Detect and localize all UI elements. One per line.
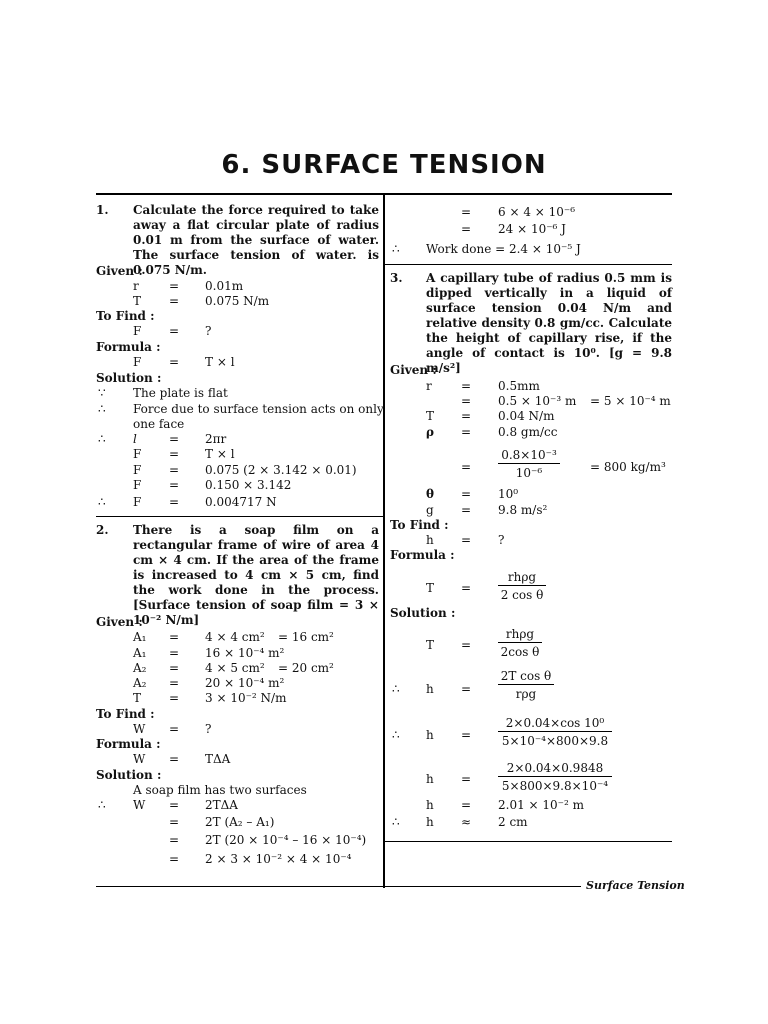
p1-step-val: T × l bbox=[205, 447, 235, 461]
p1-step-val: 2πr bbox=[205, 432, 227, 446]
p1-step-sym: F bbox=[133, 447, 142, 461]
p3-given-sym: r bbox=[426, 379, 432, 393]
p2-eq: = bbox=[169, 752, 180, 766]
p1-step-val: 0.004717 N bbox=[205, 495, 277, 509]
problem-2-number: 2. bbox=[96, 523, 109, 537]
p2-formula-sym: W bbox=[133, 752, 146, 766]
p2-eq: = bbox=[169, 798, 180, 812]
p3-eq: = bbox=[461, 682, 472, 696]
p1-eq: = bbox=[169, 447, 180, 461]
p2-step-val: 2T (20 × 10⁻⁴ – 16 × 10⁻⁴) bbox=[205, 833, 367, 847]
p2-given-val2: = 20 cm² bbox=[278, 661, 334, 675]
p2-cont-step: 24 × 10⁻⁶ J bbox=[498, 222, 566, 236]
approx-symbol: ≈ bbox=[461, 815, 472, 829]
p2-eq: = bbox=[169, 646, 180, 660]
p2-to-find-label: To Find : bbox=[96, 707, 155, 721]
p1-find-val: ? bbox=[205, 324, 212, 338]
p3-given-val: 0.04 N/m bbox=[498, 409, 555, 423]
p3-given-val: 0.8 gm/cc bbox=[498, 425, 558, 439]
footer-rule bbox=[96, 886, 581, 887]
p1-formula-label: Formula : bbox=[96, 340, 161, 354]
p3-rho-denominator: 10⁻⁶ bbox=[515, 466, 543, 480]
p3-eq: = bbox=[461, 425, 472, 439]
p3-eq: = bbox=[461, 798, 472, 812]
p1-formula-val: T × l bbox=[205, 355, 235, 369]
p3-formula-label: Formula : bbox=[390, 548, 455, 562]
p3-eq: = bbox=[461, 460, 472, 474]
p2-eq: = bbox=[169, 852, 180, 866]
problem-2-statement: There is a soap film on a rectangular frame of wire of area 4 cm × 4 cm. If the area of the frame is increased to 4 cm × 5 cm, find the work done in the process. [Surface tension of soap film = 3 × 10⁻² N/m] bbox=[133, 523, 379, 627]
p1-solution-label: Solution : bbox=[96, 371, 162, 385]
p3-h-sym: h bbox=[426, 728, 434, 742]
p1-eq: = bbox=[169, 478, 180, 492]
p2-given-val: 16 × 10⁻⁴ m² bbox=[205, 646, 285, 660]
p1-given-val: 0.075 N/m bbox=[205, 294, 270, 308]
p3-formula-fraction bbox=[498, 570, 546, 602]
p2-eq: = bbox=[461, 222, 472, 236]
problem-separator bbox=[96, 516, 383, 517]
problem-3-statement: A capillary tube of radius 0.5 mm is dipped vertically in a liquid of surface tension 0.04 N/m and relative density 0.8 gm/cc. Calculate the height of capillary rise, if the angle of contact is 10⁰. [g = 9.8 m/s²] bbox=[426, 271, 672, 375]
p3-g-sym: g bbox=[426, 503, 434, 517]
p3-eq: = bbox=[461, 503, 472, 517]
p3-eq: = bbox=[461, 394, 472, 408]
p2-eq: = bbox=[169, 630, 180, 644]
p3-given-val2: = 5 × 10⁻⁴ m bbox=[590, 394, 671, 408]
p1-eq: = bbox=[169, 294, 180, 308]
p3-sol-h1-numerator: 2T cos θ bbox=[498, 669, 554, 685]
p3-given-sym: T bbox=[426, 409, 435, 423]
p3-sol-T-denominator: 2cos θ bbox=[500, 645, 540, 659]
problem-3-number: 3. bbox=[390, 271, 403, 285]
p1-step-sym: F bbox=[133, 463, 142, 477]
p2-given-sym: T bbox=[133, 691, 142, 705]
column-divider bbox=[383, 193, 385, 888]
therefore-symbol: ∴ bbox=[392, 815, 400, 829]
p1-eq: = bbox=[169, 279, 180, 293]
p3-sol-T-numerator: rhρg bbox=[498, 627, 542, 643]
p3-eq: = bbox=[461, 581, 472, 595]
p2-given-sym: A₂ bbox=[133, 676, 147, 690]
p3-given-label: Given : bbox=[390, 363, 437, 377]
p2-eq: = bbox=[169, 833, 180, 847]
p2-given-val: 20 × 10⁻⁴ m² bbox=[205, 676, 285, 690]
p3-sol-h5: 2 cm bbox=[498, 815, 528, 829]
therefore-symbol: ∴ bbox=[392, 682, 400, 696]
p1-eq: = bbox=[169, 324, 180, 338]
therefore-symbol: ∴ bbox=[98, 495, 106, 509]
p3-sol-T-fraction bbox=[498, 627, 542, 659]
therefore-symbol: ∴ bbox=[392, 242, 400, 256]
p2-given-label: Given : bbox=[96, 615, 143, 629]
p2-eq: = bbox=[169, 661, 180, 675]
p2-formula-label: Formula : bbox=[96, 737, 161, 751]
p3-h-sym: h bbox=[426, 682, 434, 696]
p3-theta-val: 10⁰ bbox=[498, 487, 519, 501]
p3-given-val: 0.5mm bbox=[498, 379, 540, 393]
p1-given-sym: r bbox=[133, 279, 139, 293]
p3-to-find-label: To Find : bbox=[390, 518, 449, 532]
p1-sol-line: The plate is flat bbox=[133, 386, 228, 400]
p1-sol-line: one face bbox=[133, 417, 185, 431]
p2-cont-step: 6 × 4 × 10⁻⁶ bbox=[498, 205, 576, 219]
p3-h-sym: h bbox=[426, 815, 434, 829]
p2-find-sym: W bbox=[133, 722, 146, 736]
p3-solution-label: Solution : bbox=[390, 606, 456, 620]
therefore-symbol: ∴ bbox=[98, 402, 106, 416]
p1-formula-sym: F bbox=[133, 355, 142, 369]
p1-sol-line: Force due to surface tension acts on only bbox=[133, 402, 384, 416]
p2-eq: = bbox=[461, 205, 472, 219]
p2-step-val: 2TΔA bbox=[205, 798, 238, 812]
problem-1-number: 1. bbox=[96, 203, 109, 217]
p3-rho-fraction bbox=[498, 448, 560, 480]
p2-work-done: Work done = 2.4 × 10⁻⁵ J bbox=[426, 242, 581, 256]
therefore-symbol: ∴ bbox=[98, 432, 106, 446]
p3-formula-numerator: rhρg bbox=[498, 570, 546, 586]
p2-sol-line: A soap film has two surfaces bbox=[133, 783, 307, 797]
p2-step-val: 2T (A₂ – A₁) bbox=[205, 815, 275, 829]
p3-h-sym: h bbox=[426, 772, 434, 786]
p1-step-sym: F bbox=[133, 478, 142, 492]
p3-given-sym: ρ bbox=[426, 425, 434, 439]
p3-sol-h3-fraction bbox=[498, 761, 612, 793]
p1-to-find-label: To Find : bbox=[96, 309, 155, 323]
p1-eq: = bbox=[169, 495, 180, 509]
p3-eq: = bbox=[461, 772, 472, 786]
p3-find-sym: h bbox=[426, 533, 434, 547]
therefore-symbol: ∴ bbox=[392, 728, 400, 742]
p3-eq: = bbox=[461, 487, 472, 501]
problem-1-statement: Calculate the force required to take away a flat circular plate of radius 0.01 m from the surface of water. The surface tension of water. is 0.075 N/m. bbox=[133, 203, 379, 277]
p3-formula-denominator: 2 cos θ bbox=[500, 588, 544, 602]
page-title: 6. SURFACE TENSION bbox=[221, 150, 547, 180]
p2-eq: = bbox=[169, 691, 180, 705]
p1-step-val: 0.075 (2 × 3.142 × 0.01) bbox=[205, 463, 357, 477]
p2-solution-label: Solution : bbox=[96, 768, 162, 782]
problem-separator bbox=[385, 841, 672, 842]
p2-formula-val: TΔA bbox=[205, 752, 231, 766]
p3-theta-sym: θ bbox=[426, 487, 435, 501]
p3-rho-result: = 800 kg/m³ bbox=[590, 460, 666, 474]
p3-formula-sym: T bbox=[426, 581, 435, 595]
p1-eq: = bbox=[169, 463, 180, 477]
p1-eq: = bbox=[169, 432, 180, 446]
p3-g-val: 9.8 m/s² bbox=[498, 503, 548, 517]
p3-sol-h3-numerator: 2×0.04×0.9848 bbox=[498, 761, 612, 777]
p3-sol-h3-denominator: 5×800×9.8×10⁻⁴ bbox=[501, 779, 609, 793]
p1-step-sym: F bbox=[133, 495, 142, 509]
p3-given-val: 0.5 × 10⁻³ m bbox=[498, 394, 577, 408]
p2-step-val: 2 × 3 × 10⁻² × 4 × 10⁻⁴ bbox=[205, 852, 352, 866]
p2-eq: = bbox=[169, 676, 180, 690]
p3-sol-h1-denominator: rρg bbox=[515, 687, 537, 701]
p2-eq: = bbox=[169, 722, 180, 736]
p2-find-val: ? bbox=[205, 722, 212, 736]
because-symbol: ∵ bbox=[98, 386, 106, 400]
p1-step-val: 0.150 × 3.142 bbox=[205, 478, 292, 492]
p2-given-sym: A₁ bbox=[133, 630, 147, 644]
p2-step-sym: W bbox=[133, 798, 146, 812]
p1-eq: = bbox=[169, 355, 180, 369]
p3-eq: = bbox=[461, 409, 472, 423]
p3-h-sym: h bbox=[426, 798, 434, 812]
p3-T-sym: T bbox=[426, 638, 435, 652]
problem-separator bbox=[385, 264, 672, 265]
footer-chapter-name: Surface Tension bbox=[586, 879, 685, 892]
p3-eq: = bbox=[461, 728, 472, 742]
p2-given-sym: A₁ bbox=[133, 646, 147, 660]
p2-eq: = bbox=[169, 815, 180, 829]
p2-given-val: 3 × 10⁻² N/m bbox=[205, 691, 287, 705]
p3-eq: = bbox=[461, 638, 472, 652]
p3-sol-h2-denominator: 5×10⁻⁴×800×9.8 bbox=[501, 734, 609, 748]
p2-given-val: 4 × 4 cm² bbox=[205, 630, 265, 644]
p3-find-val: ? bbox=[498, 533, 505, 547]
p2-given-sym: A₂ bbox=[133, 661, 147, 675]
p1-given-sym: T bbox=[133, 294, 142, 308]
p3-eq: = bbox=[461, 533, 472, 547]
p3-sol-h1-fraction bbox=[498, 669, 554, 701]
p3-eq: = bbox=[461, 379, 472, 393]
p3-sol-h2-numerator: 2×0.04×cos 10⁰ bbox=[498, 716, 612, 732]
p1-given-val: 0.01m bbox=[205, 279, 244, 293]
p2-given-val: 4 × 5 cm² bbox=[205, 661, 265, 675]
p3-sol-h2-fraction bbox=[498, 716, 612, 748]
p1-step-sym: l bbox=[133, 432, 137, 446]
p1-given-label: Given : bbox=[96, 264, 143, 278]
therefore-symbol: ∴ bbox=[98, 798, 106, 812]
p3-sol-h4: 2.01 × 10⁻² m bbox=[498, 798, 585, 812]
p3-rho-numerator: 0.8×10⁻³ bbox=[498, 448, 560, 464]
p2-given-val2: = 16 cm² bbox=[278, 630, 334, 644]
p1-find-sym: F bbox=[133, 324, 142, 338]
